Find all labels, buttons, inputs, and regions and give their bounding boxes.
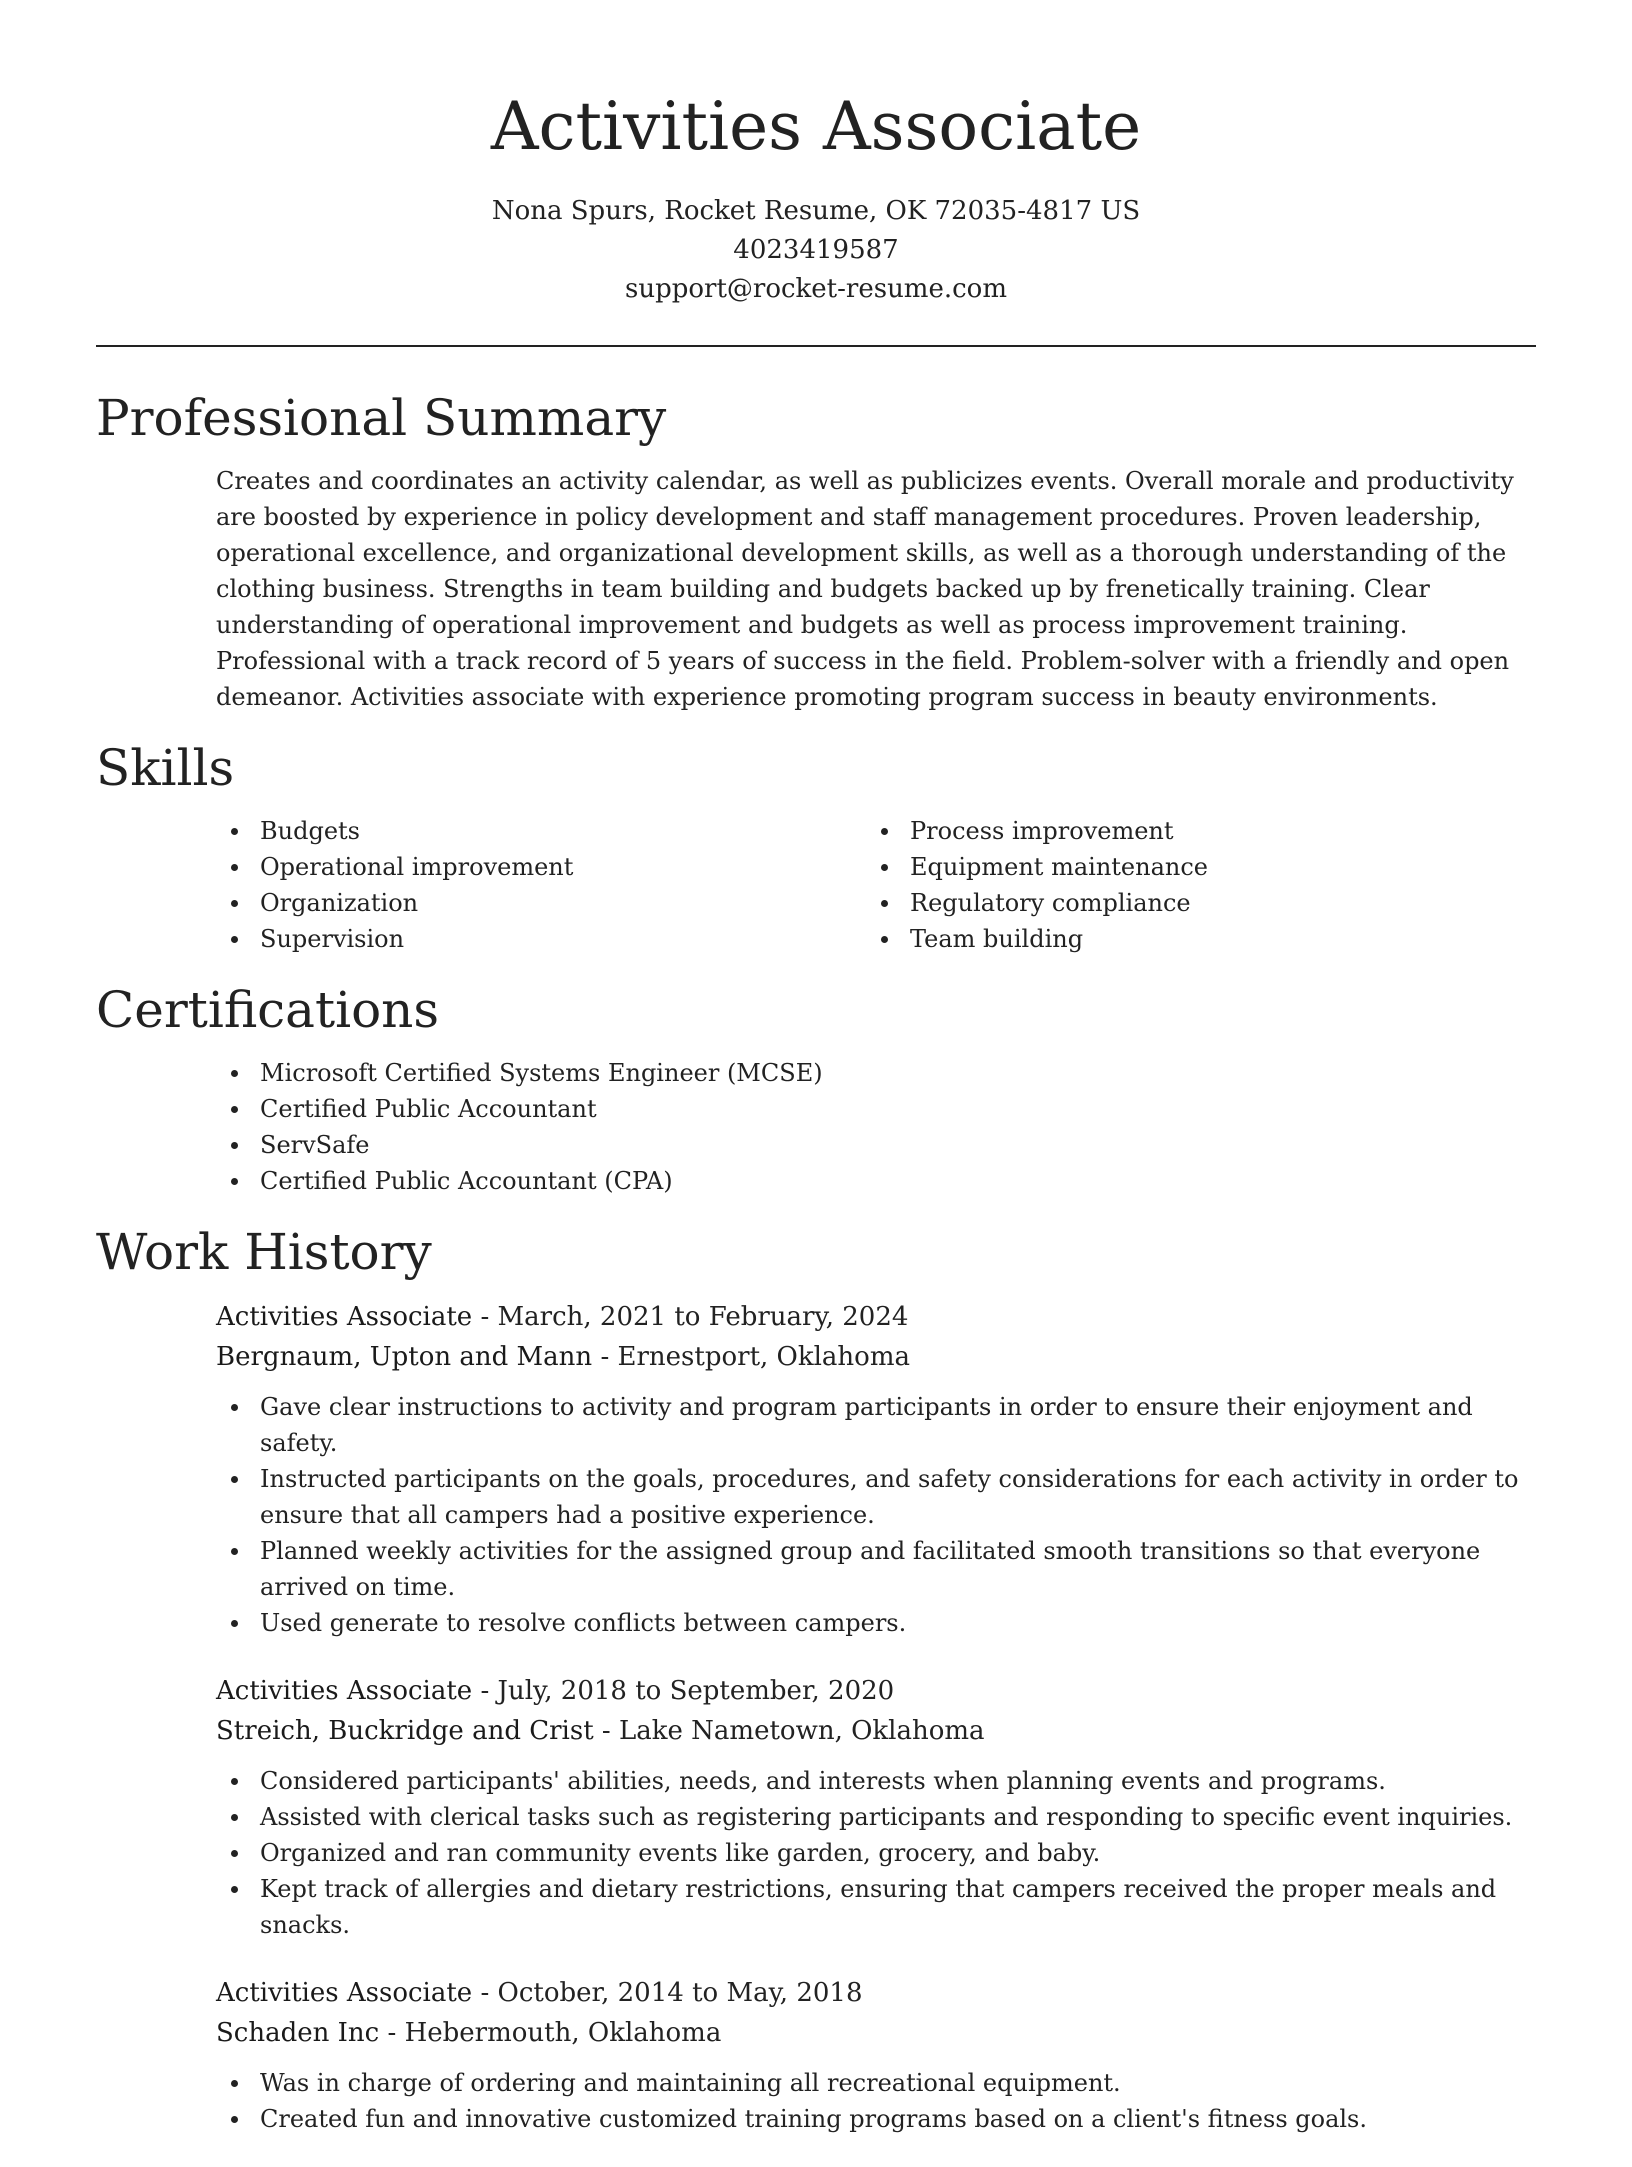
resume-header — [96, 0, 1536, 347]
resume-page — [96, 0, 1536, 2167]
certifications-section — [96, 979, 1536, 1199]
contact-phone: 4023419587 — [733, 235, 899, 265]
skill-item: Regulatory compliance — [866, 885, 1516, 921]
work-section — [96, 1221, 1536, 2137]
contact-block — [96, 192, 1536, 309]
job-company-line: Schaden Inc - Hebermouth, Oklahoma — [216, 2018, 722, 2048]
skill-item: Process improvement — [866, 813, 1516, 849]
job-title-line: Activities Associate - July, 2018 to September, 2020 — [216, 1676, 895, 1706]
job-company: Schaden Inc — [216, 2018, 380, 2048]
job-company: Streich, Buckridge and Crist — [216, 1716, 594, 1746]
job-bullet: Used generate to resolve conflicts between campers. — [216, 1605, 1536, 1641]
job-dates: March, 2021 to February, 2024 — [497, 1302, 909, 1332]
job-company-line: Streich, Buckridge and Crist - Lake Nametown, Oklahoma — [216, 1716, 985, 1746]
job-role: Activities Associate — [216, 1302, 473, 1332]
contact-address: Nona Spurs, Rocket Resume, OK 72035-4817 US — [491, 196, 1141, 226]
job-bullet: Instructed participants on the goals, procedures, and safety considerations for each activity in order to ensure that all campers had a positive experience. — [216, 1461, 1536, 1533]
skill-item: Equipment maintenance — [866, 849, 1516, 885]
job-dates: July, 2018 to September, 2020 — [497, 1676, 895, 1706]
job-entry — [216, 1671, 1536, 1943]
job-bullet: Was in charge of ordering and maintaining all recreational equipment. — [216, 2065, 1536, 2101]
job-company: Bergnaum, Upton and Mann — [216, 1342, 593, 1372]
job-bullet: Assisted with clerical tasks such as registering participants and responding to specific event inquiries. — [216, 1799, 1536, 1835]
certification-item: ServSafe — [216, 1127, 1536, 1163]
job-bullets — [216, 2065, 1536, 2137]
job-title-line: Activities Associate - October, 2014 to May, 2018 — [216, 1978, 863, 2008]
job-bullet: Planned weekly activities for the assigned group and facilitated smooth transitions so that everyone arrived on time. — [216, 1533, 1536, 1605]
resume-name: Activities Associate — [490, 88, 1142, 165]
job-location: Hebermouth, Oklahoma — [404, 2018, 722, 2048]
job-bullet: Kept track of allergies and dietary restrictions, ensuring that campers received the proper meals and snacks. — [216, 1871, 1536, 1943]
skills-title: Skills — [96, 739, 235, 797]
job-company-line: Bergnaum, Upton and Mann - Ernestport, Oklahoma — [216, 1342, 910, 1372]
skills-section — [96, 737, 1536, 957]
job-bullets — [216, 1763, 1536, 1943]
skills-grid — [216, 813, 1536, 957]
job-dates: October, 2014 to May, 2018 — [497, 1978, 863, 2008]
certification-item: Certified Public Accountant — [216, 1091, 1536, 1127]
job-bullet: Considered participants' abilities, needs, and interests when planning events and programs. — [216, 1763, 1536, 1799]
skills-list-left — [216, 813, 866, 957]
job-entry — [216, 1297, 1536, 1641]
job-title-line: Activities Associate - March, 2021 to February, 2024 — [216, 1302, 909, 1332]
job-bullet: Gave clear instructions to activity and program participants in order to ensure their enjoyment and safety. — [216, 1389, 1536, 1461]
contact-email: support@rocket-resume.com — [624, 274, 1007, 304]
skill-item: Operational improvement — [216, 849, 866, 885]
summary-title: Professional Summary — [96, 389, 667, 447]
skill-item: Team building — [866, 921, 1516, 957]
certification-item: Microsoft Certified Systems Engineer (MCSE) — [216, 1055, 1536, 1091]
job-role: Activities Associate — [216, 1676, 473, 1706]
job-role: Activities Associate — [216, 1978, 473, 2008]
job-location: Lake Nametown, Oklahoma — [619, 1716, 985, 1746]
summary-text: Creates and coordinates an activity calendar, as well as publicizes events. Overall morale and productivity are boosted by experience in policy development and staff management procedures. Proven leadership, operational excellence, and organizational development skills, as well as a thorough understanding of the clothing business. Strengths in team building and budgets backed up by frenetically training. Clear understanding of operational improvement and budgets as well as process improvement training. Professional with a track record of 5 years of success in the field. Problem-solver with a friendly and open demeanor. Activities associate with experience promoting program success in beauty environments. — [216, 467, 1514, 711]
job-bullet: Organized and ran community events like garden, grocery, and baby. — [216, 1835, 1536, 1871]
job-entry — [216, 1973, 1536, 2137]
skills-list-right — [866, 813, 1516, 957]
summary-section — [96, 387, 1536, 715]
work-title: Work History — [96, 1223, 432, 1281]
header-divider — [96, 345, 1536, 347]
job-bullet: Created fun and innovative customized training programs based on a client's fitness goals. — [216, 2101, 1536, 2137]
certifications-title: Certifications — [96, 981, 440, 1039]
skill-item: Budgets — [216, 813, 866, 849]
job-location: Ernestport, Oklahoma — [617, 1342, 910, 1372]
certification-item: Certified Public Accountant (CPA) — [216, 1163, 1536, 1199]
certifications-list — [216, 1055, 1536, 1199]
job-bullets — [216, 1389, 1536, 1641]
skill-item: Supervision — [216, 921, 866, 957]
skill-item: Organization — [216, 885, 866, 921]
